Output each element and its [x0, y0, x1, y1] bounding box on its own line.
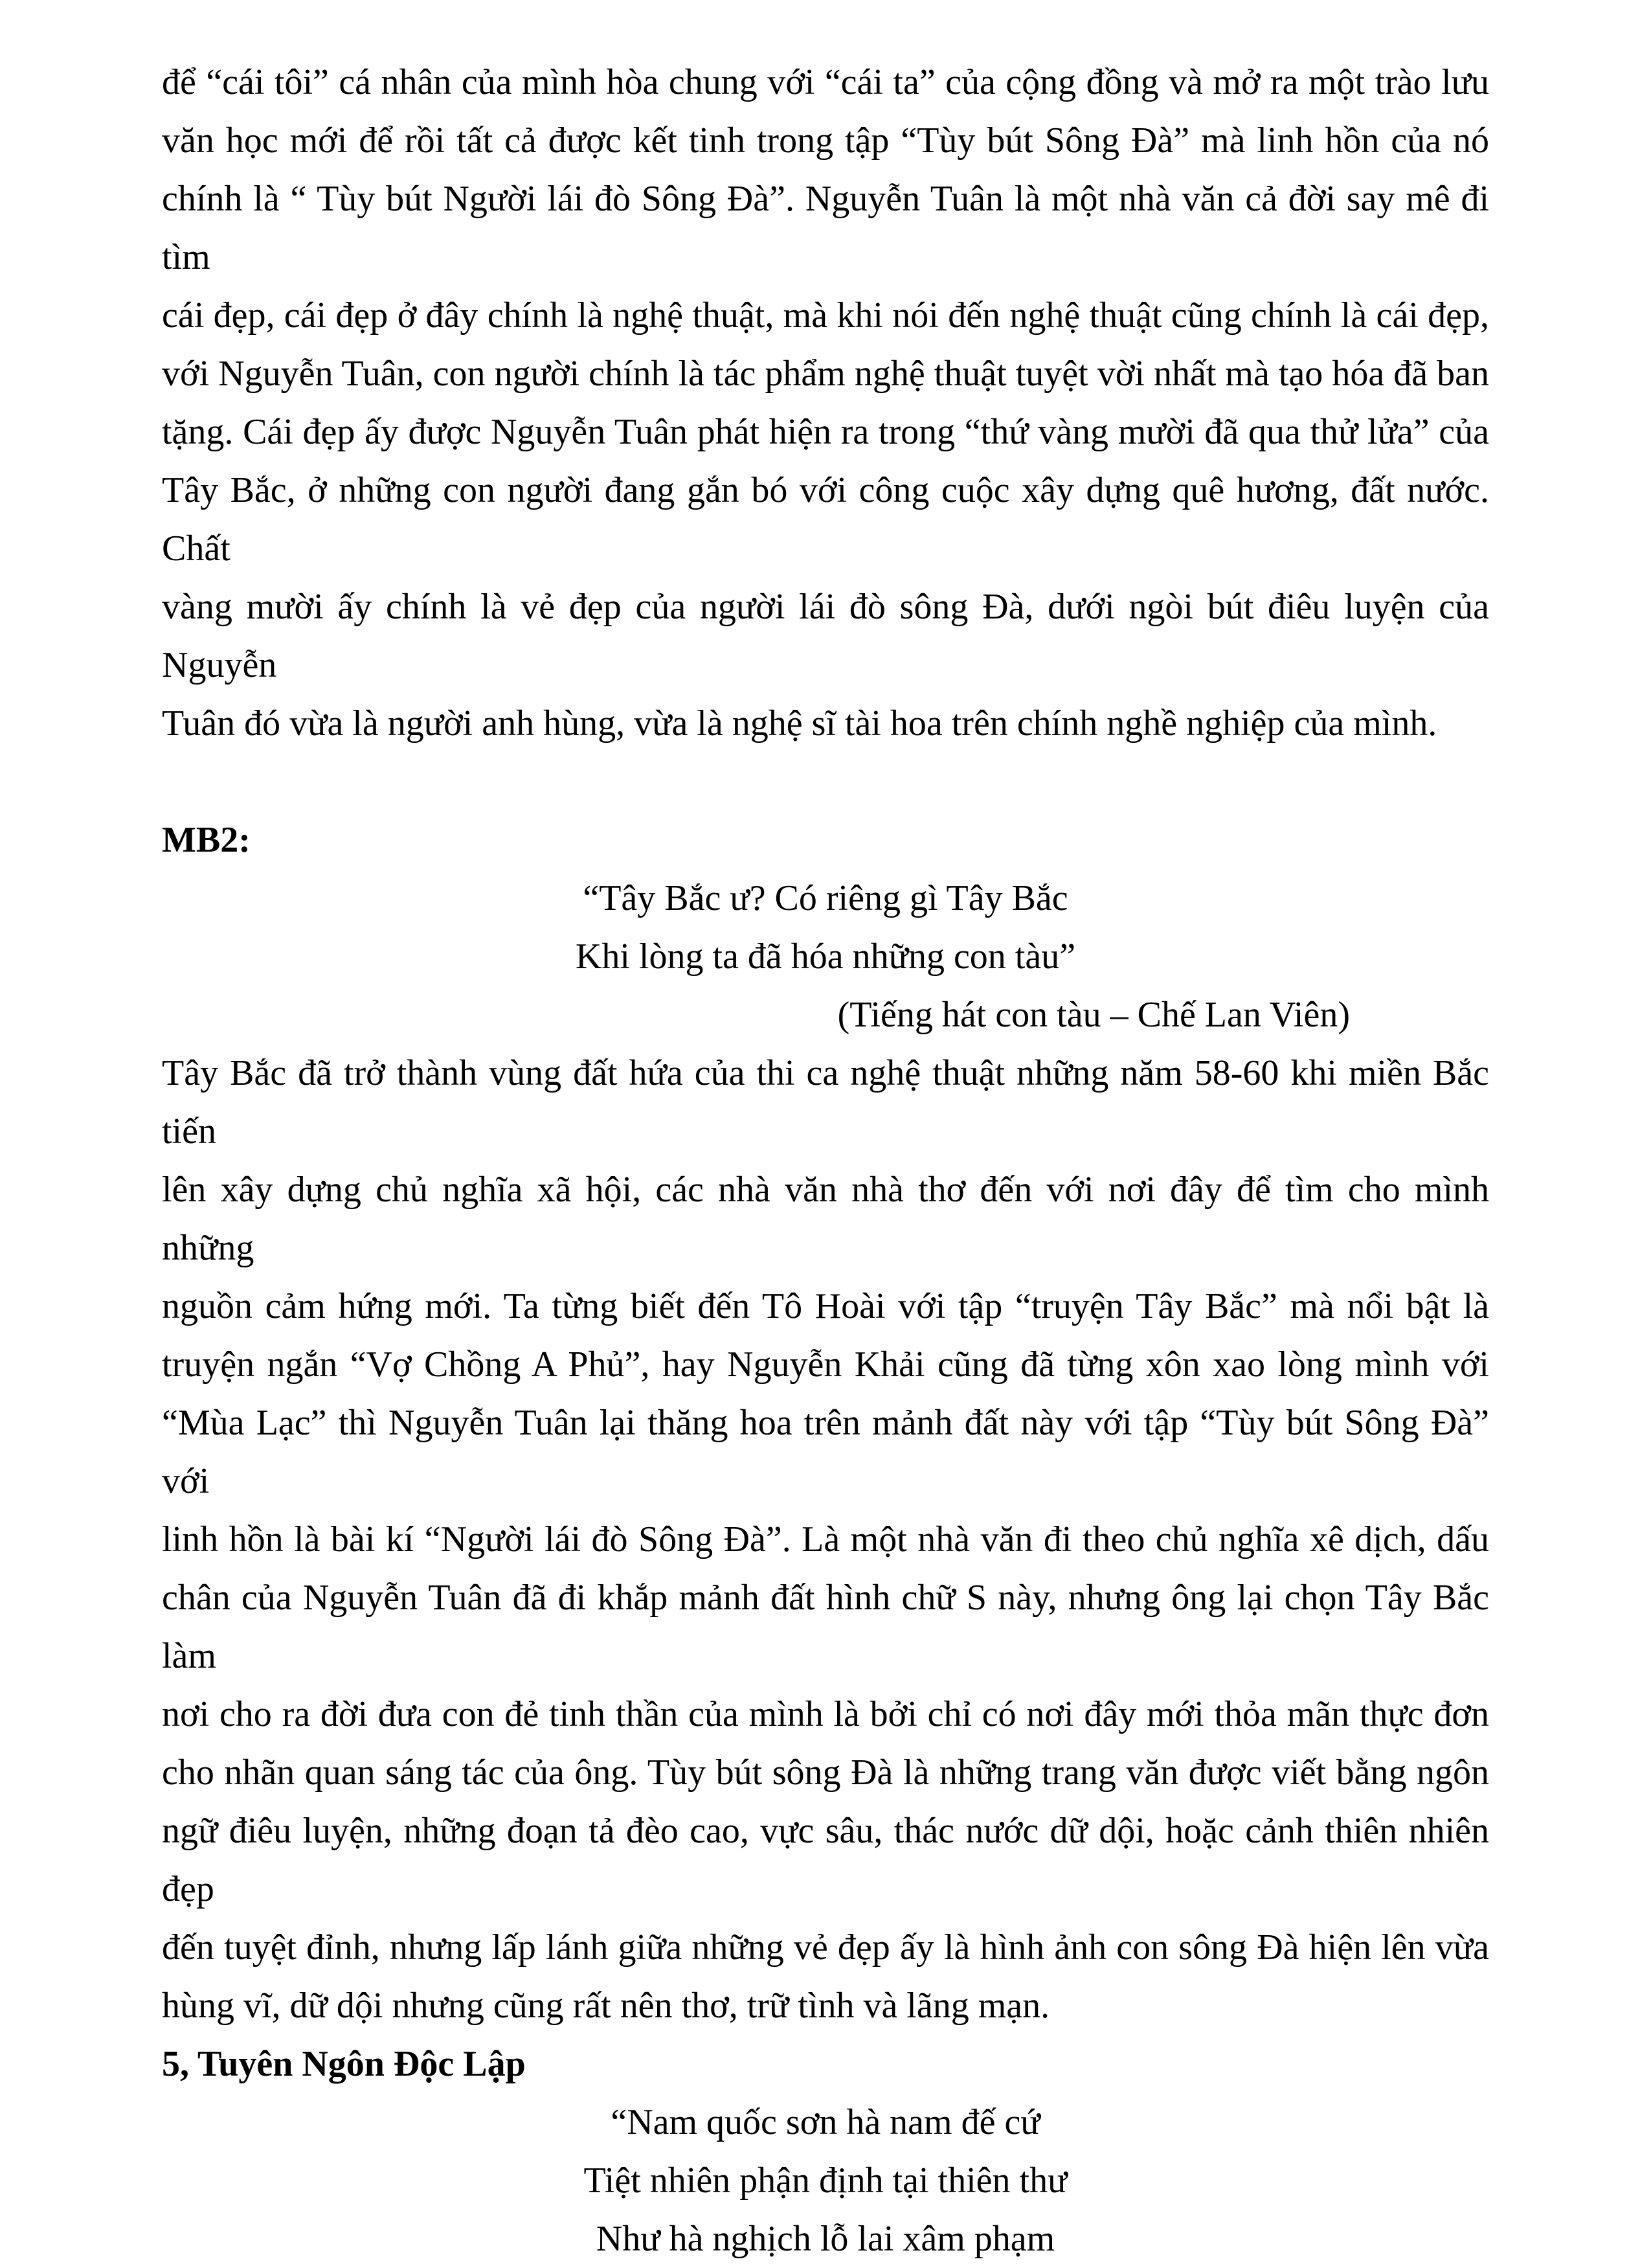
text-line: Khi lòng ta đã hóa những con tàu” [575, 936, 1076, 977]
text-line: để “cái tôi” cá nhân của mình hòa chung với “cái ta” của cộng đồng và mở ra một trào lưu [162, 62, 1489, 102]
text-line: chân của Nguyễn Tuân đã đi khắp mảnh đất hình chữ S này, nhưng ông lại chọn Tây Bắc làm [162, 1578, 1489, 1676]
heading-text: 5, Tuyên Ngôn Độc Lập [162, 2044, 526, 2084]
verse-quote-1 [162, 869, 1489, 986]
text-line: Tây Bắc đã trở thành vùng đất hứa của thi ca nghệ thuật những năm 58-60 khi miền Bắc tiến [162, 1053, 1489, 1151]
text-line: với Nguyễn Tuân, con người chính là tác phẩm nghệ thuật tuyệt vời nhất mà tạo hóa đã ban [162, 354, 1489, 394]
text-line: Tiệt nhiên phận định tại thiên thư [583, 2160, 1068, 2201]
text-line: (Tiếng hát con tàu – Chế Lan Viên) [837, 995, 1350, 1035]
text-line: văn học mới để rồi tất cả được kết tinh trong tập “Tùy bút Sông Đà” mà linh hồn của nó [162, 120, 1489, 161]
verse-quote-2 [162, 2093, 1489, 2268]
text-line: tặng. Cái đẹp ấy được Nguyễn Tuân phát hiện ra trong “thứ vàng mười đã qua thử lửa” của [162, 412, 1489, 452]
paragraph-2 [162, 1044, 1489, 2035]
text-line: hùng vĩ, dữ dội nhưng cũng rất nên thơ, trữ tình và lãng mạn. [162, 1986, 1050, 2026]
attribution-line [162, 986, 1489, 1044]
text-line: lên xây dựng chủ nghĩa xã hội, các nhà văn nhà thơ đến với nơi đây để tìm cho mình những [162, 1170, 1489, 1268]
text-line: “Mùa Lạc” thì Nguyễn Tuân lại thăng hoa trên mảnh đất này với tập “Tùy bút Sông Đà” với [162, 1403, 1489, 1501]
text-line: chính là “ Tùy bút Người lái đò Sông Đà”. Nguyễn Tuân là một nhà văn cả đời say mê đi tìm [162, 179, 1489, 277]
text-line: Tây Bắc, ở những con người đang gắn bó với công cuộc xây dựng quê hương, đất nước. Chất [162, 470, 1489, 569]
text-line: nơi cho ra đời đưa con đẻ tinh thần của mình là bởi chỉ có nơi đây mới thỏa mãn thực đơn [162, 1694, 1489, 1734]
heading-mb2 [162, 811, 1489, 869]
text-line: Như hà nghịch lỗ lai xâm phạm [596, 2219, 1055, 2259]
paragraph-1 [162, 53, 1489, 753]
text-line: Tuân đó vừa là người anh hùng, vừa là nghệ sĩ tài hoa trên chính nghề nghiệp của mình. [162, 703, 1437, 743]
text-line: đến tuyệt đỉnh, nhưng lấp lánh giữa những vẻ đẹp ấy là hình ảnh con sông Đà hiện lên vừa [162, 1927, 1489, 1967]
text-line: “Nam quốc sơn hà nam đế cứ [611, 2102, 1040, 2142]
text-line: vàng mười ấy chính là vẻ đẹp của người lái đò sông Đà, dưới ngòi bút điêu luyện của Nguyễn [162, 587, 1489, 685]
heading-text: MB2: [162, 820, 251, 860]
document-body [162, 53, 1489, 2268]
text-line: linh hồn là bài kí “Người lái đò Sông Đà”. Là một nhà văn đi theo chủ nghĩa xê dịch, dấu [162, 1519, 1489, 1559]
text-line: cho nhãn quan sáng tác của ông. Tùy bút sông Đà là những trang văn được viết bằng ngôn [162, 1752, 1489, 1793]
heading-section-5 [162, 2035, 1489, 2093]
text-line: ngữ điêu luyện, những đoạn tả đèo cao, vực sâu, thác nước dữ dội, hoặc cảnh thiên nhiên đẹp [162, 1811, 1489, 1909]
text-line: “Tây Bắc ư? Có riêng gì Tây Bắc [583, 878, 1068, 918]
text-line: nguồn cảm hứng mới. Ta từng biết đến Tô Hoài với tập “truyện Tây Bắc” mà nổi bật là [162, 1286, 1489, 1326]
text-line: cái đẹp, cái đẹp ở đây chính là nghệ thuật, mà khi nói đến nghệ thuật cũng chính là cái đẹp, [162, 295, 1489, 335]
text-line: truyện ngắn “Vợ Chồng A Phủ”, hay Nguyễn Khải cũng đã từng xôn xao lòng mình với [162, 1344, 1489, 1385]
